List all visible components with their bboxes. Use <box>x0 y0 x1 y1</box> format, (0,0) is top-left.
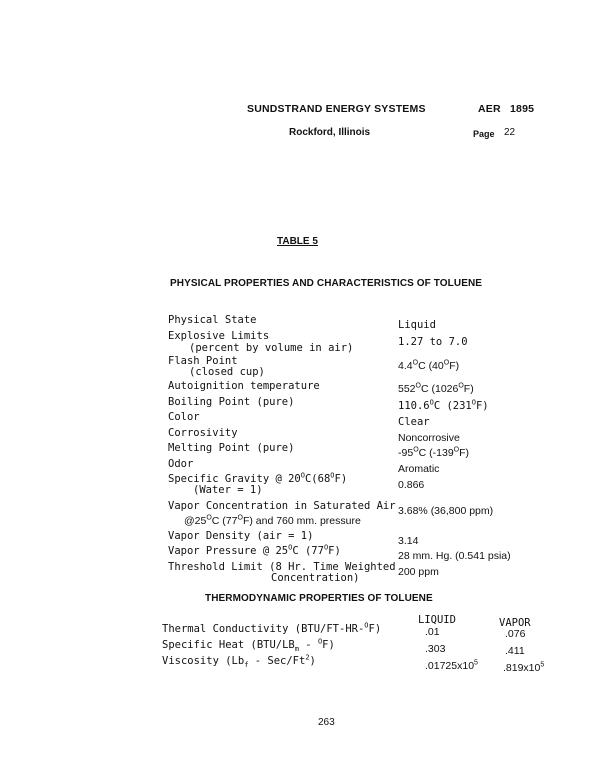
threshold-limit-value: 200 ppm <box>398 566 439 578</box>
vapor-concentration-sub: $@25^OC$ $(77^OF)$ and 760 mm. pressure <box>184 514 361 527</box>
explosive-limits-value: 1.27 to 7.0 <box>398 336 468 348</box>
boiling-point-value: $110.6^OC$ $(231^OF)$ <box>398 398 489 412</box>
company-name: SUNDSTRAND ENERGY SYSTEMS <box>247 103 426 115</box>
odor-label: Odor <box>168 458 194 470</box>
flash-point-label: Flash Point <box>168 355 238 367</box>
boiling-point-label: Boiling Point (pure) <box>168 396 295 408</box>
threshold-limit-sub: Concentration) <box>271 572 360 584</box>
autoignition-label: Autoignition temperature <box>168 380 320 392</box>
flash-point-value: $4.4^OC$ $(40^OF)$ <box>398 359 460 372</box>
color-value: Clear <box>398 416 430 428</box>
melting-point-label: Melting Point (pure) <box>168 442 295 454</box>
table-title: TABLE 5 <box>277 236 318 247</box>
viscosity-liquid: $.01725x10^5$ <box>425 659 478 672</box>
vapor-concentration-value: 3.68% (36,800 ppm) <box>398 505 494 517</box>
thermal-conductivity-liquid: .01 <box>425 626 440 638</box>
odor-value: Aromatic <box>398 463 440 475</box>
thermal-conductivity-label: Thermal Conductivity (BTU/FT-HR-$^O$F) <box>162 621 382 635</box>
report-number: 1895 <box>510 103 535 115</box>
vapor-pressure-value: 28 mm. Hg. (0.541 psia) <box>398 550 511 562</box>
thermal-conductivity-vapor: .076 <box>505 628 526 640</box>
corrosivity-value: Noncorrosive <box>398 432 460 444</box>
page-label: Page <box>473 129 495 139</box>
column-header-liquid: LIQUID <box>418 614 456 626</box>
vapor-pressure-label: Vapor Pressure @ $25^OC$ $(77^OF)$ <box>168 543 341 557</box>
explosive-limits-label: Explosive Limits <box>168 330 270 342</box>
vapor-density-label: Vapor Density (air = 1) <box>168 530 314 542</box>
autoignition-value: $552^OC$ $(1026^OF)$ <box>398 382 474 395</box>
section-title-physical: PHYSICAL PROPERTIES AND CHARACTERISTICS OF TOLUENE <box>170 278 483 289</box>
explosive-limits-sub: (percent by volume in air) <box>189 342 354 354</box>
company-location: Rockford, Illinois <box>289 127 371 138</box>
color-label: Color <box>168 411 200 423</box>
threshold-limit-label: Threshold Limit (8 Hr. Time Weighted <box>168 561 396 573</box>
report-label: AER <box>478 103 501 115</box>
specific-gravity-value: 0.866 <box>398 479 425 491</box>
vapor-density-value: 3.14 <box>398 535 419 547</box>
column-header-vapor: VAPOR <box>499 617 531 629</box>
corrosivity-label: Corrosivity <box>168 427 238 439</box>
viscosity-vapor: $.819x10^5$ <box>503 661 545 674</box>
vapor-concentration-label: Vapor Concentration in Saturated Air <box>168 500 396 512</box>
melting-point-value: $-95^OC$ $(-139^OF)$ <box>398 446 470 459</box>
footer-page-number: 263 <box>318 717 335 728</box>
specific-heat-label: Specific Heat $(BTU/LB_m - ^OF)$ <box>162 637 335 654</box>
flash-point-sub: (closed cup) <box>189 366 265 378</box>
physical-state-value: Liquid <box>398 319 436 331</box>
specific-gravity-sub: (Water = 1) <box>193 484 263 496</box>
viscosity-label: Viscosity $(Lb_f - Sec/Ft^2)$ <box>162 653 316 670</box>
section-title-thermo: THERMODYNAMIC PROPERTIES OF TOLUENE <box>205 593 433 604</box>
page-number: 22 <box>504 127 516 138</box>
specific-gravity-label: Specific Gravity @ $20^OC(68^OF)$ <box>168 471 348 485</box>
physical-state-label: Physical State <box>168 314 257 326</box>
specific-heat-liquid: .303 <box>425 643 446 655</box>
specific-heat-vapor: .411 <box>505 645 525 657</box>
